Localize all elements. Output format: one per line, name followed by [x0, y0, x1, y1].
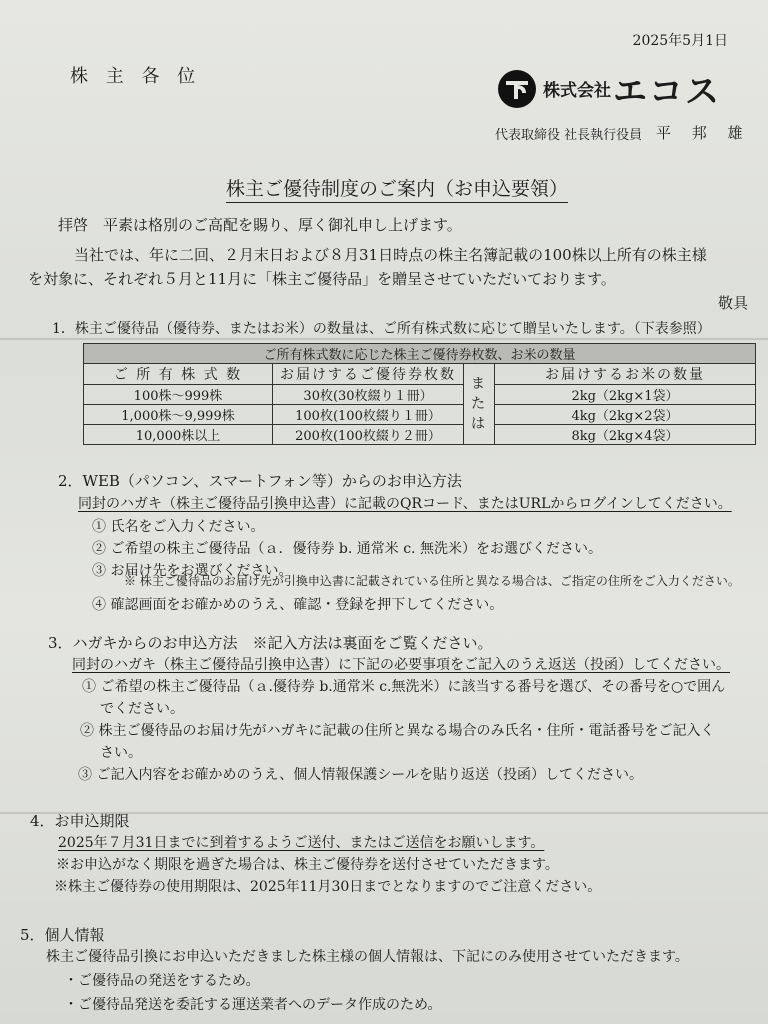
cell-vouchers: 200枚(100枚綴り２冊）: [273, 425, 464, 445]
postcard-step-cont: でください。: [100, 701, 184, 717]
cell-shares: 100株～999株: [84, 385, 273, 405]
section-2-instruction: 同封のハガキ（株主ご優待品引換申込書）に記載のQRコード、またはURLからログインしてください。: [78, 496, 732, 512]
deadline-text: 2025年７月31日までに到着するようご送付、またはご送信をお願いします。: [58, 835, 545, 851]
addressee: 株 主 各 位: [70, 66, 202, 87]
deadline-note: ※株主ご優待券の使用期限は、2025年11月30日までとなりますのでご注意ください。: [54, 879, 602, 895]
web-step-note: ※ 株主ご優待品のお届け先が引換申込書に記載されている住所と異なる場合は、ご指定の住所をご入力ください。: [124, 574, 740, 588]
cell-vouchers: 100枚(100枚綴り１冊）: [273, 405, 464, 425]
section-1-heading: 1．株主ご優待品（優待券、またはお米）の数量は、ご所有株式数に応じて贈呈いたします。（下表参照）: [52, 321, 711, 337]
cell-vouchers: 30枚(30枚綴り１冊）: [273, 385, 464, 405]
web-step: ③ お届け先をお選びください。: [92, 563, 293, 579]
section-4-heading: 4．お申込期限: [30, 812, 130, 830]
web-step: ② ご希望の株主ご優待品（ａ．優待券 b. 通常米 c. 無洗米）をお選びください。: [92, 541, 602, 557]
intro-line: を対象に、それぞれ５月と11月に「株主ご優待品」を贈呈させていただいております。: [28, 270, 616, 288]
table-row: [84, 405, 756, 425]
issue-date: 2025年5月1日: [632, 33, 728, 49]
privacy-item: ・ご優待品発送を委託する運送業者へのデータ作成のため。: [64, 997, 442, 1013]
intro-line: 当社では、年に二回、２月末日および８月31日時点の株主名簿記載の100株以上所有の株主様: [74, 246, 707, 264]
col-header-vouchers: お届けするご優待券枚数: [273, 364, 464, 385]
col-header-rice: お届けするお米の数量: [495, 364, 756, 385]
or-label: ま た は: [464, 364, 495, 445]
cell-rice: 4kg（2kg×2袋）: [495, 405, 756, 425]
cell-shares: 1,000株～9,999株: [84, 405, 273, 425]
paper-fold: [0, 338, 768, 340]
company-logo: [497, 64, 721, 113]
representative-name: 平 邦 雄: [656, 124, 751, 142]
postcard-step-cont: さい。: [100, 745, 142, 761]
closing-word: 敬具: [718, 294, 749, 312]
logo-company-prefix: 株式会社: [543, 81, 611, 101]
cell-shares: 10,000株以上: [84, 425, 273, 445]
document-title: 株主ご優待制度のご案内（お申込要領）: [226, 174, 568, 203]
table-row: [84, 385, 756, 405]
postcard-step: ① ご希望の株主ご優待品（ａ.優待券 b.通常米 c.無洗米）に該当する番号を選び、その番号を○で囲ん: [82, 679, 726, 695]
table-row: [84, 425, 756, 445]
web-step: ① 氏名をご入力ください。: [92, 519, 265, 535]
deadline-note: ※お申込がなく期限を過ぎた場合は、株主ご優待券を送付させていただきます。: [56, 857, 559, 873]
section-5-heading: 5．個人情報: [20, 926, 105, 944]
col-header-shares: ご 所 有 株 式 数: [84, 364, 273, 385]
logo-company-name: エコス: [613, 72, 721, 112]
benefit-table: [83, 343, 756, 445]
postcard-step: ③ ご記入内容をお確かめのうえ、個人情報保護シールを貼り返送（投函）してください。: [78, 767, 644, 783]
section-3-heading: 3．ハガキからのお申込方法 ※記入方法は裏面をご覧ください。: [48, 634, 493, 652]
cell-rice: 2kg（2kg×1袋）: [495, 385, 756, 405]
table-caption: ご所有株式数に応じた株主ご優待券枚数、お米の数量: [84, 344, 756, 364]
intro-line: 拝啓 平素は格別のご高配を賜り、厚く御礼申し上げます。: [58, 216, 462, 234]
privacy-item: ・ご優待品の発送をするため。: [64, 973, 260, 989]
ecos-logo-icon: [497, 69, 537, 109]
representative-title: 代表取締役 社長執行役員: [495, 128, 643, 143]
web-step: ④ 確認画面をお確かめのうえ、確認・登録を押下してください。: [92, 597, 504, 613]
postcard-step: ② 株主ご優待品のお届け先がハガキに記載の住所と異なる場合のみ氏名・住所・電話番号をご記入く: [80, 723, 715, 739]
privacy-text: 株主ご優待品引換にお申込いただきました株主様の個人情報は、下記にのみ使用させていただきます。: [46, 949, 689, 965]
section-3-instruction: 同封のハガキ（株主ご優待品引換申込書）に下記の必要事項をご記入のうえ返送（投函）してください。: [72, 657, 730, 673]
cell-rice: 8kg（2kg×4袋）: [495, 425, 756, 445]
section-2-heading: 2．WEB（パソコン、スマートフォン等）からのお申込方法: [58, 472, 462, 490]
